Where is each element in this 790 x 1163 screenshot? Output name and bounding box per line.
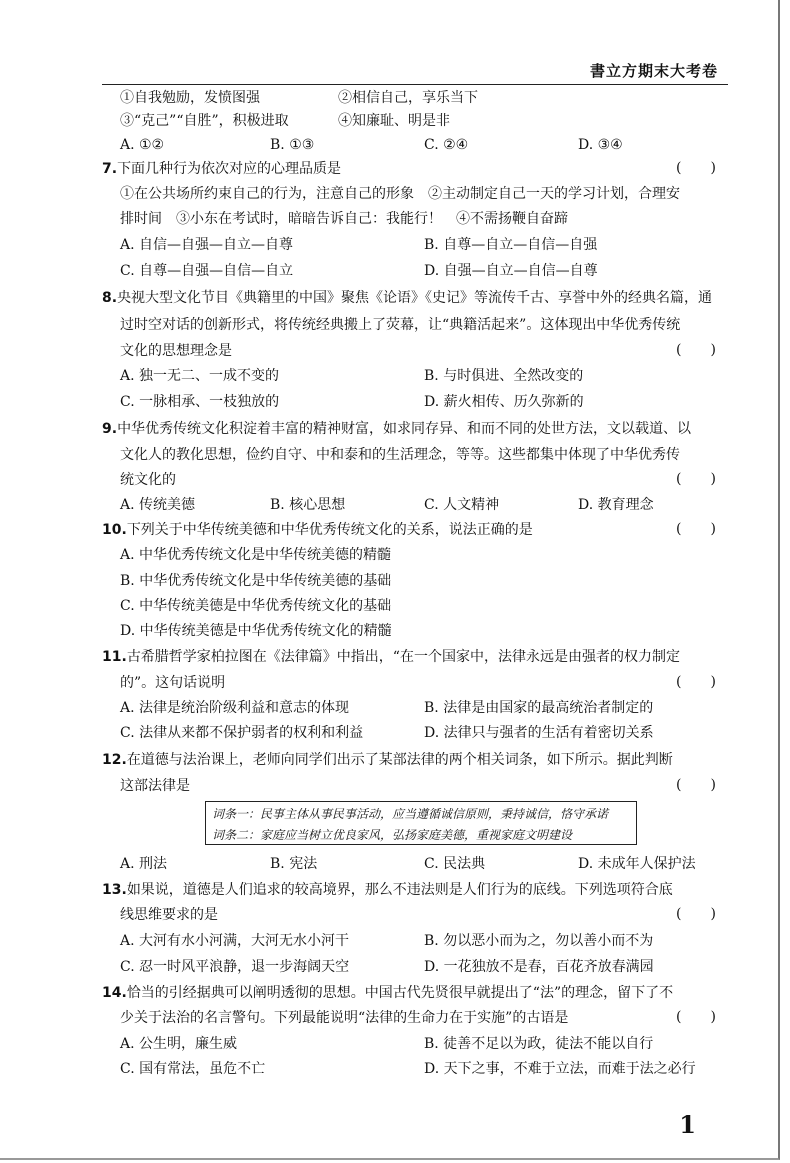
q7-option-b: B. 自尊—自立—自信—自强 <box>424 237 598 253</box>
q11-option-a: A. 法律是统治阶级利益和意志的体现 <box>120 700 350 716</box>
q9-option-d: D. 教育理念 <box>578 497 654 513</box>
q8-stem-line2: 过时空对话的创新形式，将传统经典搬上了荧幕，让“典籍活起来”。这体现出中华优秀传统 <box>120 317 681 333</box>
q12-answer-paren <box>676 777 716 793</box>
q9-stem-line2: 文化人的教化思想，俭约自守、中和泰和的生活理念，等等。这些都集中体现了中华优秀传 <box>120 447 680 463</box>
q7-stem-line2: ①在公共场所约束自己的行为，注意自己的形象 ②主动制定自己一天的学习计划，合理安 <box>120 186 680 202</box>
q11-stem-line2: 的”。这句话说明 <box>120 675 226 691</box>
q14-option-d: D. 天下之事，不难于立法，而难于法之必行 <box>424 1061 696 1077</box>
q9-option-a: A. 传统美德 <box>120 497 196 513</box>
q7-number: 7. <box>102 161 118 177</box>
paren-open: ( <box>676 342 682 358</box>
q8-option-b: B. 与时俱进、全然改变的 <box>424 368 584 384</box>
q8-stem-text: 央视大型文化节目《典籍里的中国》聚焦《论语》《史记》等流传千古、享誉中外的经典名篇，通 <box>117 290 713 306</box>
paren-close: ) <box>710 777 716 793</box>
paren-close: ) <box>710 521 716 537</box>
paren-open: ( <box>676 674 682 690</box>
paren-open: ( <box>676 521 682 537</box>
paren-open: ( <box>676 471 682 487</box>
q7-option-d: D. 自强—自立—自信—自尊 <box>424 263 598 279</box>
page-number: 1 <box>679 1110 696 1139</box>
q10-stem <box>102 521 533 539</box>
q12-option-a: A. 刑法 <box>120 856 168 872</box>
q13-answer-paren <box>676 906 716 922</box>
q8-option-c: C. 一脉相承、一枝独放的 <box>120 394 280 410</box>
q12-option-d: D. 未成年人保护法 <box>578 856 696 872</box>
paren-close: ) <box>710 342 716 358</box>
q13-number: 13. <box>102 882 127 898</box>
paren-close: ) <box>710 674 716 690</box>
paren-close: ) <box>710 160 716 176</box>
q11-option-c: C. 法律从来都不保护弱者的权利和利益 <box>120 725 364 741</box>
q10-option-b: B. 中华优秀传统文化是中华传统美德的基础 <box>120 573 392 589</box>
q8-answer-paren <box>676 342 716 358</box>
q12-option-b: B. 宪法 <box>270 856 318 872</box>
paren-close: ) <box>710 906 716 922</box>
q6-item4: ④知廉耻、明是非 <box>338 113 450 129</box>
q9-stem-text: 中华优秀传统文化积淀着丰富的精神财富，如求同存异、和而不同的处世方法，文以载道、以 <box>117 421 692 437</box>
q6-item1: ①自我勉励，发愤图强 <box>120 90 260 106</box>
q8-option-a: A. 独一无二、一成不变的 <box>120 368 280 384</box>
q6-option-b: B. ①③ <box>270 137 315 153</box>
q8-stem-line3: 文化的思想理念是 <box>120 343 232 359</box>
q10-stem-text: 下列关于中华传统美德和中华优秀传统文化的关系，说法正确的是 <box>126 522 533 538</box>
q12-stem-text: 在道德与法治课上，老师向同学们出示了某部法律的两个相关词条，如下所示。据此判断 <box>126 752 673 768</box>
q12-stem <box>102 751 673 769</box>
q13-option-d: D. 一花独放不是春，百花齐放春满园 <box>424 959 654 975</box>
q11-number: 11. <box>102 649 127 665</box>
paren-open: ( <box>676 906 682 922</box>
q13-stem <box>102 881 673 899</box>
q10-option-c: C. 中华传统美德是中华优秀传统文化的基础 <box>120 598 392 614</box>
q9-option-c: C. 人文精神 <box>424 497 500 513</box>
q9-option-b: B. 核心思想 <box>270 497 346 513</box>
q14-option-b: B. 徒善不足以为政，徒法不能以自行 <box>424 1036 654 1052</box>
q8-stem <box>102 289 712 307</box>
q10-answer-paren <box>676 521 716 537</box>
q14-number: 14. <box>102 985 127 1001</box>
q11-option-b: B. 法律是由国家的最高统治者制定的 <box>424 700 654 716</box>
q14-stem-text: 恰当的引经据典可以阐明透彻的思想。中国古代先贤很早就提出了“法”的理念，留下了不 <box>126 985 674 1001</box>
q14-option-c: C. 国有常法，虽危不亡 <box>120 1061 266 1077</box>
q6-item3: ③“克己”“自胜”，积极进取 <box>120 113 289 129</box>
paren-open: ( <box>676 1009 682 1025</box>
q9-number: 9. <box>102 421 118 437</box>
header-title: 書立方期末大考卷 <box>589 62 718 80</box>
q13-option-c: C. 忍一时风平浪静，退一步海阔天空 <box>120 959 350 975</box>
q8-number: 8. <box>102 290 118 306</box>
q10-option-d: D. 中华传统美德是中华优秀传统文化的精髓 <box>120 623 392 639</box>
q12-entry2: 词条二：家庭应当树立优良家风，弘扬家庭美德，重视家庭文明建设 <box>212 828 573 842</box>
q11-option-d: D. 法律只与强者的生活有着密切关系 <box>424 725 654 741</box>
paren-open: ( <box>676 160 682 176</box>
q11-stem-text: 古希腊哲学家柏拉图在《法律篇》中指出，“在一个国家中，法律永远是由强者的权力制定 <box>126 649 680 665</box>
q13-stem-text: 如果说，道德是人们追求的较高境界，那么不违法则是人们行为的底线。下列选项符合底 <box>126 882 673 898</box>
q14-stem <box>102 984 673 1002</box>
q7-option-a: A. 自信—自强—自立—自尊 <box>120 237 294 253</box>
q8-option-d: D. 薪火相传、历久弥新的 <box>424 394 584 410</box>
q12-option-c: C. 民法典 <box>424 856 486 872</box>
q7-answer-paren <box>676 160 716 176</box>
q11-stem <box>102 648 680 666</box>
q6-item2: ②相信自己，享乐当下 <box>338 90 478 106</box>
paren-open: ( <box>676 777 682 793</box>
q7-option-c: C. 自尊—自强—自信—自立 <box>120 263 294 279</box>
q7-stem <box>102 160 341 178</box>
q9-answer-paren <box>676 471 716 487</box>
q10-number: 10. <box>102 522 127 538</box>
q10-option-a: A. 中华优秀传统文化是中华传统美德的精髓 <box>120 547 392 563</box>
q6-option-a: A. ①② <box>120 137 165 153</box>
paren-close: ) <box>710 1009 716 1025</box>
q9-stem <box>102 420 691 438</box>
q9-stem-line3: 统文化的 <box>120 472 176 488</box>
q12-stem-line2: 这部法律是 <box>120 778 190 794</box>
q7-stem-text: 下面几种行为依次对应的心理品质是 <box>117 161 342 177</box>
q12-number: 12. <box>102 752 127 768</box>
q12-entry1: 词条一：民事主体从事民事活动，应当遵循诚信原则，秉持诚信，恪守承诺 <box>212 807 609 821</box>
paren-close: ) <box>710 471 716 487</box>
q13-stem-line2: 线思维要求的是 <box>120 907 218 923</box>
q6-option-c: C. ②④ <box>424 137 469 153</box>
q14-stem-line2: 少关于法治的名言警句。下列最能说明“法律的生命力在于实施”的古语是 <box>120 1010 569 1026</box>
q13-option-b: B. 勿以恶小而为之，勿以善小而不为 <box>424 933 654 949</box>
q7-stem-line3: 排时间 ③小东在考试时，暗暗告诉自己：我能行！ ④不需扬鞭自奋蹄 <box>120 211 568 227</box>
q6-option-d: D. ③④ <box>578 137 623 153</box>
header-divider <box>102 84 728 85</box>
q14-option-a: A. 公生明，廉生威 <box>120 1036 238 1052</box>
q11-answer-paren <box>676 674 716 690</box>
q13-option-a: A. 大河有水小河满，大河无水小河干 <box>120 933 350 949</box>
q14-answer-paren <box>676 1009 716 1025</box>
